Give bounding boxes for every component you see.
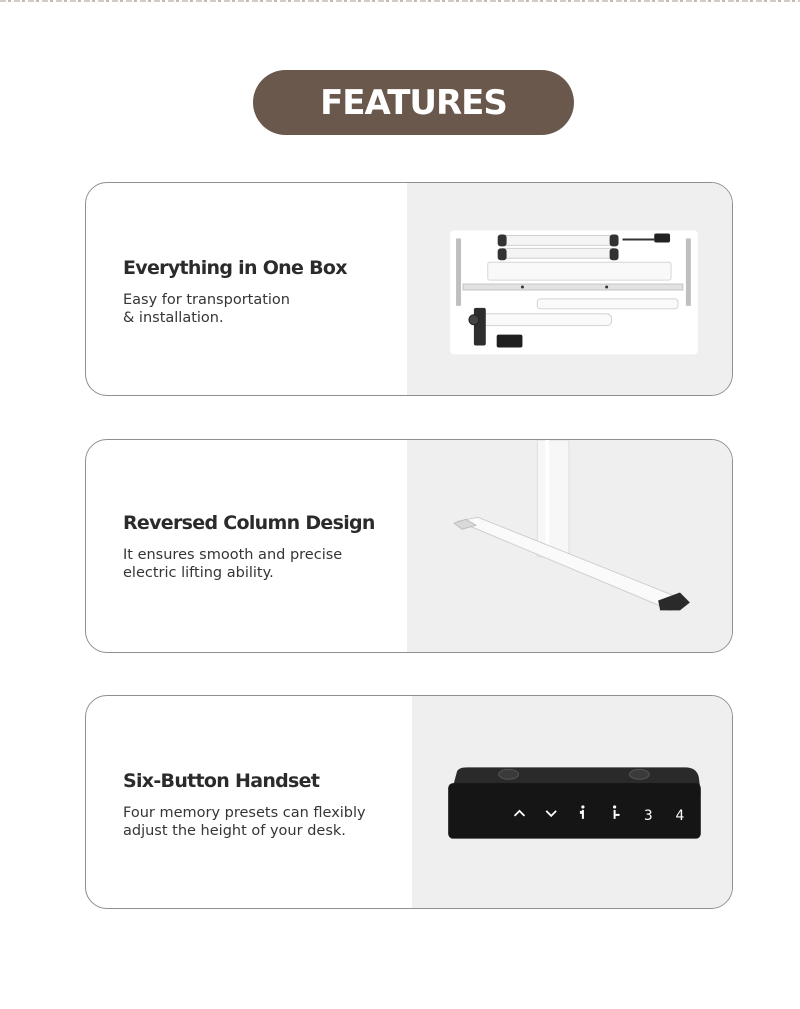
feature-card-reversed-column — [85, 439, 733, 653]
desk-leg-image — [407, 440, 732, 652]
handset-image — [412, 696, 732, 908]
feature-card-six-button-handset — [85, 695, 733, 909]
feature-title: Six-Button Handset — [123, 770, 320, 792]
feature-title: Reversed Column Design — [123, 512, 375, 534]
feature-description: Easy for transportation & installation. — [123, 292, 290, 326]
feature-description: It ensures smooth and precise electric lifting ability. — [123, 547, 343, 581]
features-heading: FEATURES — [320, 82, 507, 123]
feature-description: Four memory presets can flexibly adjust the height of your desk. — [123, 805, 366, 839]
top-decorative-rule — [0, 0, 800, 2]
preset-4-label: 4 — [675, 807, 685, 824]
features-heading-pill — [253, 70, 574, 135]
feature-title: Everything in One Box — [123, 257, 347, 279]
preset-3-label: 3 — [643, 807, 653, 824]
feature-card-everything-in-one-box — [85, 182, 733, 396]
desk-parts-image — [407, 183, 732, 395]
